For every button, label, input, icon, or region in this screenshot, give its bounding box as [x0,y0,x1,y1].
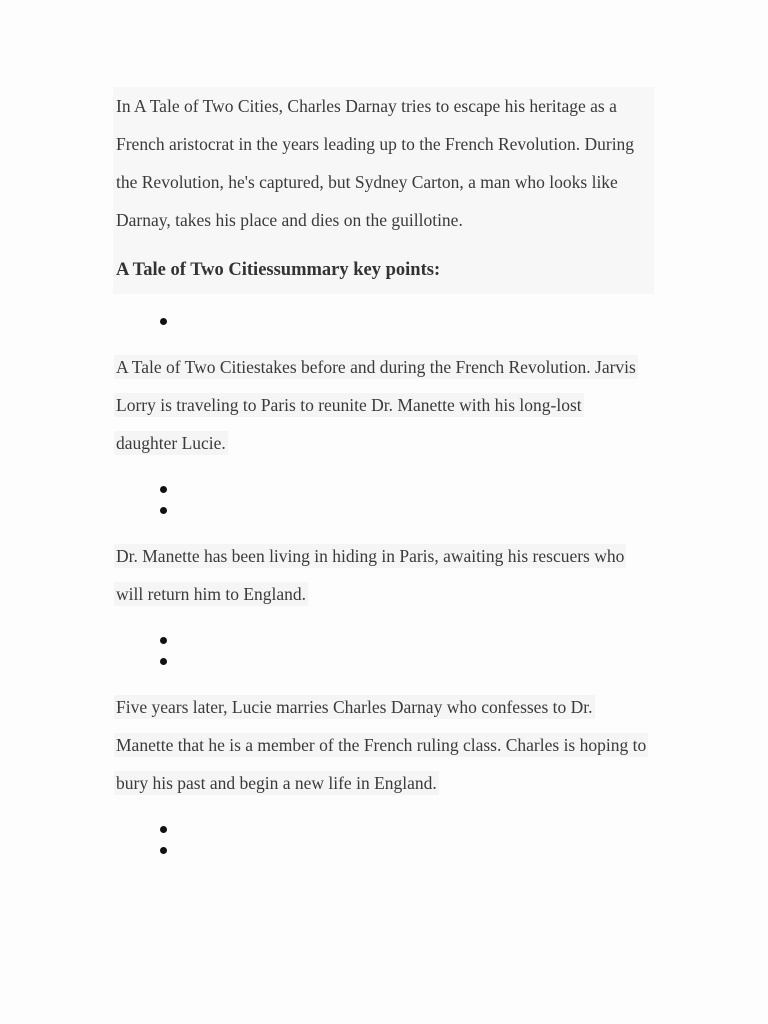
bullet-marker [160,637,167,644]
point-line: Dr. Manette has been living in hiding in Paris, awaiting his rescuers who [116,546,625,566]
point-paragraph [116,537,661,613]
bullet-marker [160,318,167,325]
point-line: bury his past and begin a new life in England. [116,773,437,793]
bullet-marker [160,486,167,493]
point-line: Lorry is traveling to Paris to reunite Dr. Manette with his long-lost [116,395,582,415]
key-points-heading: A Tale of Two Citiessummary key points: [116,260,441,280]
intro-line: In A Tale of Two Cities, Charles Darnay tries to escape his heritage as a [116,96,617,116]
bullet-marker [160,847,167,854]
bullet-marker [160,826,167,833]
point-line: A Tale of Two Citiestakes before and during the French Revolution. Jarvis [116,357,636,377]
intro-line: French aristocrat in the years leading up to the French Revolution. During [116,134,635,154]
intro-line: Darnay, takes his place and dies on the guillotine. [116,210,463,230]
bullet-marker [160,507,167,514]
point-paragraph [116,688,661,802]
point-line: Five years later, Lucie marries Charles Darnay who confesses to Dr. [116,697,593,717]
intro-paragraph [116,87,661,239]
intro-line: the Revolution, he's captured, but Sydney Carton, a man who looks like [116,172,618,192]
bullet-marker [160,658,167,665]
point-line: will return him to England. [116,584,307,604]
point-line: daughter Lucie. [116,433,226,453]
point-line: Manette that he is a member of the French ruling class. Charles is hoping to [116,735,647,755]
point-paragraph [116,348,661,462]
